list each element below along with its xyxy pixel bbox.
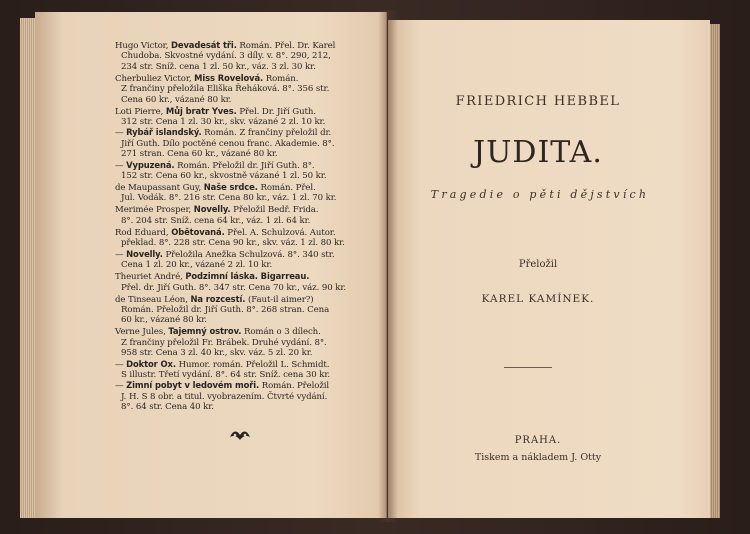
entry-text: J. H. S 8 obr. a titul. vyobrazením. Čtvrté vydání.	[121, 391, 328, 402]
entry-text: Z frančiny přeložila Eliška Řeháková. 8°. 356 str.	[121, 84, 330, 95]
entry-line	[115, 160, 363, 171]
entry-text: Loti Pierre,	[115, 106, 166, 117]
translator-name: KAREL KAMÍNEK.	[481, 293, 595, 305]
entry-line	[115, 271, 363, 282]
book-title-text: Obětovaná.	[171, 226, 225, 237]
entry-line	[115, 149, 363, 159]
catalog-entry	[115, 294, 363, 326]
entry-line	[115, 260, 363, 270]
entry-text: Román. Přeložil	[259, 381, 330, 392]
entry-line	[115, 370, 363, 380]
catalog-entry	[115, 73, 363, 105]
entry-line	[115, 294, 363, 305]
entry-text: 8°. 204 str. Sníž. cena 64 kr., váz. 1 zl. 64 kr.	[121, 215, 311, 226]
entry-line	[115, 73, 363, 84]
book-title: JUDITA.	[473, 135, 603, 170]
entry-text: Hugo Victor,	[115, 41, 172, 51]
entry-line	[115, 238, 363, 248]
entry-text: Cena 1 zl. 20 kr., vázané 2 zl. 10 kr.	[121, 260, 273, 271]
catalog-entry	[115, 326, 363, 412]
entry-line	[115, 402, 363, 412]
entry-text: —	[115, 381, 127, 392]
entry-line	[115, 51, 363, 61]
entry-text: Přel. Dr. Jiří Guth.	[236, 106, 316, 117]
book-title-text: Doktor Ox.	[126, 358, 176, 369]
catalog-entry	[115, 106, 363, 182]
entry-text: Merimée Prosper,	[115, 205, 194, 216]
book-title-text: Miss Rovelová.	[194, 72, 264, 83]
entry-text: 234 str. Sníž. cena 1 zl. 50 kr., váz. 3 zl. 30 kr.	[121, 61, 316, 72]
entry-text: Verne Jules,	[115, 327, 169, 338]
entry-text: Chudoba. Skvostné vydání. 3 díly. v. 8°. 290, 212,	[121, 51, 331, 62]
entry-line	[115, 359, 363, 370]
entry-text: 312 str. Cena 1 zl. 30 kr., skv. vázané 2 zl. 10 kr.	[121, 117, 326, 128]
book-title-text: Naše srdce.	[203, 182, 258, 193]
entry-text: Román o 3 dílech.	[241, 327, 321, 338]
book-title-text: Novelly.	[126, 248, 163, 259]
book-title-text: Podzimní láska. Bigarreau.	[185, 271, 310, 282]
entry-line	[115, 106, 363, 117]
book-subtitle: Tragedie o pěti dějstvích	[430, 188, 650, 201]
entry-text: —	[115, 359, 127, 370]
catalog-entry	[115, 271, 363, 293]
entry-text: Přel. A. Schulzová. Autor.	[224, 227, 336, 238]
entry-line	[115, 283, 363, 293]
entry-text: —	[115, 249, 127, 260]
author-name: FRIEDRICH HEBBEL	[455, 94, 621, 109]
book-title-text: Devadesát tři.	[171, 40, 237, 50]
entry-text: Román. Přel.	[257, 183, 316, 194]
entry-line	[115, 139, 363, 149]
entry-text: Přeložil Bedř. Frida.	[230, 205, 319, 216]
catalog-entry	[115, 182, 363, 204]
entry-line	[115, 171, 363, 181]
entry-text: 8°. 64 str. Cena 40 kr.	[121, 402, 214, 413]
entry-text: de Maupassant Guy,	[115, 183, 204, 194]
page-edges-right	[710, 24, 720, 518]
entry-line	[115, 380, 363, 391]
entry-line	[115, 84, 363, 94]
entry-line	[115, 249, 363, 260]
entry-text: Rod Eduard,	[115, 227, 172, 238]
entry-text: Přel. dr. Jiří Guth. 8°. 347 str. Cena 70 kr., váz. 90 kr.	[121, 282, 347, 293]
translated-by-label: Přeložil	[518, 259, 558, 270]
fleuron-ornament-icon	[228, 428, 252, 442]
entry-text: Román. Přel. Dr. Karel	[236, 41, 336, 51]
entry-line	[115, 348, 363, 358]
entry-text: S illustr. Třetí vydání. 8°. 64 str. Sníž. cena 30 kr.	[121, 369, 331, 380]
entry-line	[115, 193, 363, 203]
book-title-text: Na rozcestí.	[190, 293, 246, 304]
entry-line	[115, 62, 363, 72]
book-title-text: Vypuzená.	[126, 159, 175, 170]
entry-text: Román. Z frančiny přeložil dr.	[201, 128, 332, 139]
book-title-text: Můj bratr Yves.	[165, 105, 237, 116]
entry-line	[115, 338, 363, 348]
entry-line	[115, 216, 363, 226]
entry-line	[115, 204, 363, 215]
entry-text: 271 stran. Cena 60 kr., vázané 80 kr.	[121, 149, 278, 160]
entry-text: 152 str. Cena 60 kr., skvostně vázané 1 zl. 50 kr.	[121, 171, 327, 182]
book-title-text: Rybář islandský.	[126, 127, 202, 138]
entry-text: Přeložila Anežka Schulzová. 8°. 340 str.	[162, 249, 335, 260]
entry-text: Humor. román. Přeložil L. Schmidt.	[175, 359, 330, 370]
entry-text: 958 str. Cena 3 zl. 40 kr., skv. váz. 5 zl. 20 kr.	[121, 348, 313, 359]
entry-text: Román. Přeložil dr. Jiří Guth. 8°. 268 stran. Cena	[121, 304, 330, 315]
entry-text: —	[115, 128, 127, 139]
entry-line	[115, 315, 363, 325]
entry-text: de Tinseau Léon,	[115, 294, 191, 305]
publisher-line: Tiskem a nákladem J. Otty	[474, 452, 602, 463]
entry-text: Theuriet André,	[115, 272, 186, 283]
entry-text: Román. Přeložil dr. Jiří Guth. 8°.	[174, 160, 315, 171]
entry-text: Jiří Guth. Dílo poctěné cenou franc. Akademie. 8°.	[121, 138, 335, 149]
entry-line	[115, 40, 363, 51]
entry-text: Cena 60 kr., vázané 80 kr.	[121, 94, 232, 105]
book-title-text: Zimní pobyt v ledovém moři.	[126, 380, 260, 391]
entry-text: Z frančiny přeložil Fr. Brábek. Druhé vydání. 8°.	[121, 337, 327, 348]
entry-text: (Faut-il aimer?)	[245, 294, 314, 305]
entry-line	[115, 127, 363, 138]
entry-text: překlad. 8°. 228 str. Cena 90 kr., skv. váz. 1 zl. 80 kr.	[121, 238, 345, 249]
entry-line	[115, 182, 363, 193]
entry-text: 60 kr., vázané 80 kr.	[121, 315, 207, 326]
page-edges-left	[20, 18, 36, 518]
entry-line	[115, 392, 363, 402]
entry-line	[115, 117, 363, 127]
entry-line	[115, 326, 363, 337]
entry-text: Cherbuliez Victor,	[115, 73, 195, 84]
publication-city: PRAHA.	[514, 435, 562, 446]
entry-text: Román.	[263, 73, 299, 84]
entry-line	[115, 227, 363, 238]
entry-text: Jul. Vodák. 8°. 216 str. Cena 80 kr., váz. 1 zl. 70 kr.	[121, 193, 337, 204]
entry-line	[115, 305, 363, 315]
entry-text: —	[115, 160, 127, 171]
book-title-text: Tajemný ostrov.	[168, 326, 242, 337]
catalog-entry	[115, 227, 363, 271]
entry-line	[115, 95, 363, 105]
divider-rule	[504, 367, 552, 368]
catalog-entry	[115, 204, 363, 226]
book-title-text: Novelly.	[193, 204, 231, 215]
catalog-entry	[115, 40, 363, 72]
catalog-entries	[115, 40, 363, 413]
